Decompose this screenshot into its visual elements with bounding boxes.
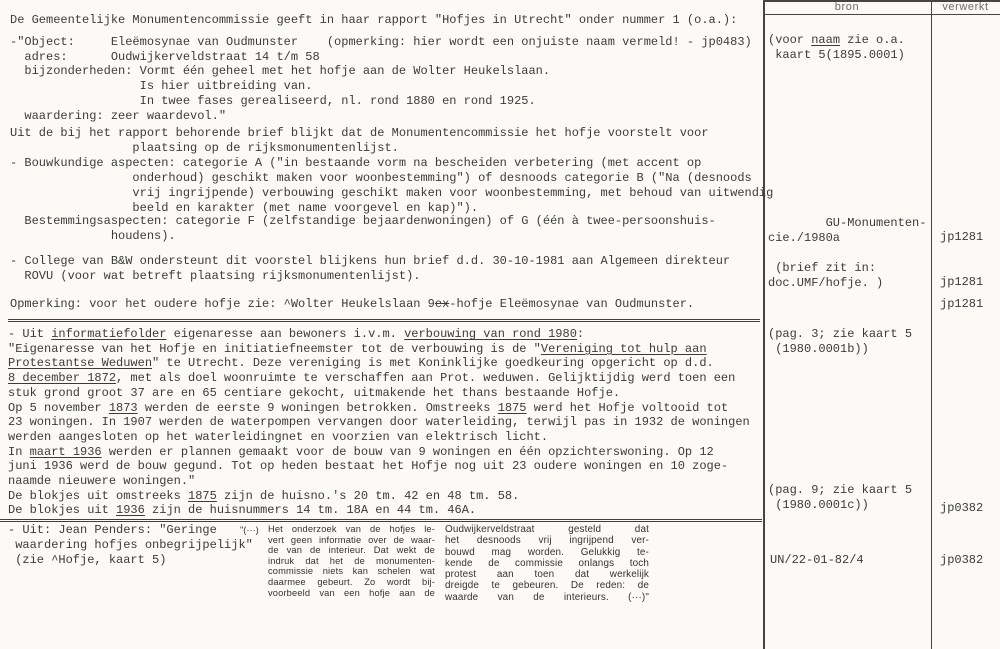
text-segment: vert geen informatie over de waar- (268, 534, 435, 545)
column-header-verwerkt: verwerkt (942, 1, 989, 13)
section-separator-2 (0, 519, 762, 522)
text-segment: (pag. 9; zie kaart 5 (768, 483, 913, 497)
text-segment: waardering hofjes onbegrijpelijk" (8, 538, 253, 552)
text-line (268, 577, 435, 588)
bron-note-brief-doc (768, 261, 883, 290)
text-segment: "Eigenaresse van het Hofje en initiatiefneemster tot de verbouwing is de " (8, 341, 541, 356)
text-line (10, 156, 773, 171)
text-segment: Het onderzoek van de hofjes le- (268, 524, 435, 534)
text-line (10, 186, 773, 201)
text-line (10, 229, 716, 244)
text-segment: maart 1936 (29, 444, 102, 459)
verwerkt-mark-2: jp1281 (940, 275, 984, 289)
text-segment: 1875 (497, 400, 527, 415)
text-segment: stuk grond groot 37 are en 65 centiare gekocht, uitmakende het thans bestaande Hofje. (8, 385, 621, 400)
text-segment: In twee fases gerealiseerd, nl. rond 1880 en rond 1925. (10, 93, 536, 108)
text-segment: " te Utrecht. Deze vereniging is met Koninklijke goedkeuring opgericht op d.d. (152, 356, 714, 371)
bron-note-pag3-kaart5 (768, 327, 912, 356)
text-segment: dreigde te gebeuren. De reden: de (445, 580, 649, 592)
text-segment: 1875 (188, 488, 217, 503)
paragraph-report-intro (10, 13, 737, 28)
text-segment: naamde nieuwere woningen." (8, 474, 196, 489)
text-segment: De Gemeentelijke Monumentencommissie geeft in haar rapport "Hofjes in Utrecht" onder nummer 1 (o.a.): (10, 13, 738, 27)
text-line (268, 566, 435, 577)
verwerkt-mark-3: jp1281 (940, 297, 984, 311)
text-line (10, 171, 773, 186)
text-line (10, 13, 737, 28)
text-segment: -"Object: Eleëmosynae van Oudmunster (opmerking: hier wordt een onjuiste naam vermeld! - jp0483) (10, 35, 752, 49)
text-segment: werd het Hofje voltooid tot (526, 400, 729, 415)
text-segment: kaart 5(1895.0001) (768, 47, 905, 62)
column-header-underline (763, 14, 1000, 15)
text-segment: (pag. 3; zie kaart 5 (768, 327, 913, 341)
text-line (8, 371, 750, 386)
text-segment: voorbeeld van een hofje aan de (268, 587, 435, 598)
text-segment: zijn de huisnummers 14 tm. 18A en 44 tm. 46A. (144, 503, 477, 518)
verwerkt-mark-4: jp0382 (940, 501, 984, 515)
text-line (8, 523, 253, 538)
text-line (768, 33, 905, 48)
text-line (8, 415, 750, 430)
text-line (8, 489, 750, 504)
text-segment: doc.UMF/hofje. ) (768, 275, 884, 290)
text-segment: cie./1980a (768, 230, 841, 245)
text-segment: - College van B&W ondersteunt dit voorstel blijkens hun brief d.d. 30-10-1981 aan Algemeen direkteur (10, 254, 731, 268)
text-line (8, 503, 750, 518)
text-segment: indruk dat het de monumenten- (268, 555, 435, 566)
text-line (8, 430, 750, 445)
paragraph-bestemmingsaspecten (10, 214, 716, 244)
text-segment: bouwd mag worden. Gelukkig te- (445, 546, 649, 558)
text-line (768, 342, 912, 357)
text-segment: beeld en karakter (met name voorgevel en kap)"). (10, 201, 479, 215)
text-line (445, 535, 649, 546)
text-segment: de van de interieur. Dat wekt de (268, 545, 435, 556)
text-segment: bijzonderheden: Vormt één geheel met het hofje aan de Wolter Heukelslaan. (10, 64, 551, 79)
section-separator-1 (8, 319, 760, 322)
text-segment: werden er plannen gemaakt voor de bouw van 9 woningen en één opzichterswoning. Op 12 (101, 444, 714, 459)
paragraph-college-bw (10, 254, 730, 284)
text-line (445, 547, 649, 558)
verwerkt-mark-1: jp1281 (940, 230, 984, 244)
text-segment: commissie niets kan schelen wat (268, 566, 435, 577)
text-segment: -hofje Eleëmosynae van Oudmunster. (449, 297, 695, 311)
bron-note-un-reference (770, 553, 864, 568)
text-line (8, 327, 750, 342)
table-divider-vertical-left (763, 0, 765, 649)
text-line (445, 524, 649, 535)
text-line (10, 254, 730, 269)
text-segment: werden de eerste 9 woningen betrokken. Omstreeks (137, 400, 498, 415)
paragraph-rapport-brief (10, 126, 709, 156)
text-segment: Op 5 november (8, 400, 109, 415)
text-segment: - Uit: Jean Penders: "Geringe (8, 523, 217, 537)
text-segment: verbouwing van rond 1980 (404, 327, 577, 341)
text-segment: 1873 (108, 400, 138, 415)
text-line (768, 48, 905, 63)
paragraph-informatiefolder (8, 327, 750, 518)
text-line (10, 297, 694, 312)
text-line (445, 569, 649, 580)
text-segment: : (576, 327, 585, 341)
text-line (768, 483, 912, 498)
text-segment: Bestemmingsaspecten: categorie F (zelfstandige bejaardenwoningen) of G (één à twee-persoonshuis- (10, 214, 716, 228)
text-segment: zie o.a. (840, 33, 905, 47)
text-segment: De blokjes uit omstreeks (8, 488, 189, 503)
text-line (8, 474, 750, 489)
text-segment: kende de commissie onlangs toch (445, 557, 649, 569)
text-line (768, 216, 926, 231)
text-line (8, 356, 750, 371)
text-segment: Oudwijkerveldstraat gesteld dat (445, 524, 649, 535)
text-line (268, 545, 435, 556)
text-line (10, 50, 752, 65)
clipping-quote-prefix: "(···) (240, 525, 259, 535)
text-line (8, 459, 750, 474)
text-line (10, 94, 752, 109)
text-line (768, 498, 912, 513)
text-line (445, 592, 649, 603)
text-segment: daarmee gebeurt. Zo wordt bij- (268, 576, 435, 587)
table-divider-vertical-right (931, 0, 932, 649)
text-segment: - Uit (8, 327, 52, 341)
text-segment: het desnoods vrij ingrijpend ver- (445, 535, 649, 547)
text-segment: - Bouwkundige aspecten: categorie A ("in bestaande vorm na bescheiden verbetering (met accent op (10, 156, 702, 170)
text-segment: werden aangesloten op het waterleidingnet en voorzien van elektrisch licht. (8, 429, 549, 444)
text-segment: 23 woningen. In 1907 werden de waterpompen vervangen door waterleiding, terwijl pas in 1932 de woningen (8, 415, 750, 430)
text-segment: waardering: zeer waardevol." (10, 108, 227, 123)
text-line (8, 342, 750, 357)
text-line (10, 64, 752, 79)
text-segment: waarde van de interieurs. (···)" (445, 591, 649, 603)
paragraph-bouwkundige-aspecten (10, 156, 773, 216)
text-line (768, 327, 912, 342)
text-segment: (zie ^Hofje, kaart 5) (8, 553, 167, 567)
text-segment: juni 1936 werd de bouw gegund. Tot op heden bestaat het Hofje nog uit 23 oudere woningen en 10 zoge- (8, 459, 729, 474)
text-line (10, 35, 752, 50)
paragraph-object-description (10, 35, 752, 123)
text-line (768, 276, 883, 291)
verwerkt-mark-5: jp0382 (940, 553, 984, 567)
text-line (10, 79, 752, 94)
text-segment: Uit de bij het rapport behorende brief blijkt dat de Monumentencommissie het hofje voorstelt voor (10, 126, 709, 140)
text-segment: eigenaresse aan bewoners i.v.m. (166, 327, 405, 341)
text-segment: (voor (768, 33, 812, 47)
newspaper-clipping-column-1 (268, 524, 435, 598)
column-header-bron: bron (834, 1, 860, 13)
newspaper-clipping-column-2 (445, 524, 649, 603)
text-segment: plaatsing op de rijksmonumentenlijst. (10, 141, 399, 155)
text-line (10, 109, 752, 124)
text-segment: houdens). (10, 229, 176, 243)
text-line (8, 386, 750, 401)
text-segment: informatiefolder (51, 327, 167, 341)
text-line (268, 556, 435, 567)
bron-note-naam-kaart (768, 33, 905, 62)
text-line (10, 269, 730, 284)
text-segment: (brief zit in: (768, 261, 877, 275)
text-segment: ROVU (voor wat betreft plaatsing rijksmonumentenlijst). (10, 269, 421, 283)
text-segment: Protestantse Weduwen (8, 356, 153, 371)
text-segment: De blokjes uit (8, 503, 117, 518)
text-segment: 1936 (116, 503, 145, 518)
text-segment: 8 december 1872 (8, 371, 117, 386)
text-line (768, 261, 883, 276)
text-segment: adres: Oudwijkerveldstraat 14 t/m 58 (10, 49, 320, 64)
paragraph-opmerking (10, 297, 694, 312)
bron-note-gu-monumentencie (768, 216, 926, 245)
text-line (10, 214, 716, 229)
text-segment: Opmerking: voor het oudere hofje zie: ^Wolter Heukelslaan 9 (10, 297, 435, 311)
text-line (268, 535, 435, 546)
text-line (8, 538, 253, 553)
text-line (445, 558, 649, 569)
text-line (10, 126, 709, 141)
text-segment: In (8, 444, 30, 459)
text-segment: ex (434, 297, 450, 311)
text-segment: GU-Monumenten- (768, 216, 927, 230)
text-segment: (1980.0001c)) (768, 497, 869, 512)
text-line (268, 588, 435, 599)
text-line (8, 553, 253, 568)
text-segment: Is hier uitbreiding van. (10, 79, 313, 94)
text-line (768, 231, 926, 246)
text-line (10, 141, 709, 156)
text-segment: protest aan toen dat werkelijk (445, 569, 649, 581)
text-line (445, 580, 649, 591)
text-line (8, 445, 750, 460)
text-segment: onderhoud) geschikt maken voor woonbestemming") of desnoods categorie B ("Na (desnoods (10, 171, 752, 185)
text-line (8, 401, 750, 416)
text-segment: vrij ingrijpende) verbouwing geschikt maken voor woonbestemming, met behoud van uitwendig (10, 186, 774, 200)
paragraph-jean-penders (8, 523, 253, 568)
text-line (268, 524, 435, 535)
text-line (770, 553, 864, 568)
text-segment: , met als doel woonruimte te verschaffen aan Prot. weduwen. Gelijktijdig werd toen een (116, 371, 736, 386)
text-segment: naam (811, 33, 841, 47)
text-segment: zijn de huisno.'s 20 tm. 42 en 48 tm. 58. (216, 488, 520, 503)
text-segment: (1980.0001b)) (768, 341, 869, 356)
bron-note-pag9-kaart5 (768, 483, 912, 512)
text-segment: UN/22-01-82/4 (770, 553, 864, 567)
text-segment: Vereniging tot hulp aan (540, 341, 707, 356)
